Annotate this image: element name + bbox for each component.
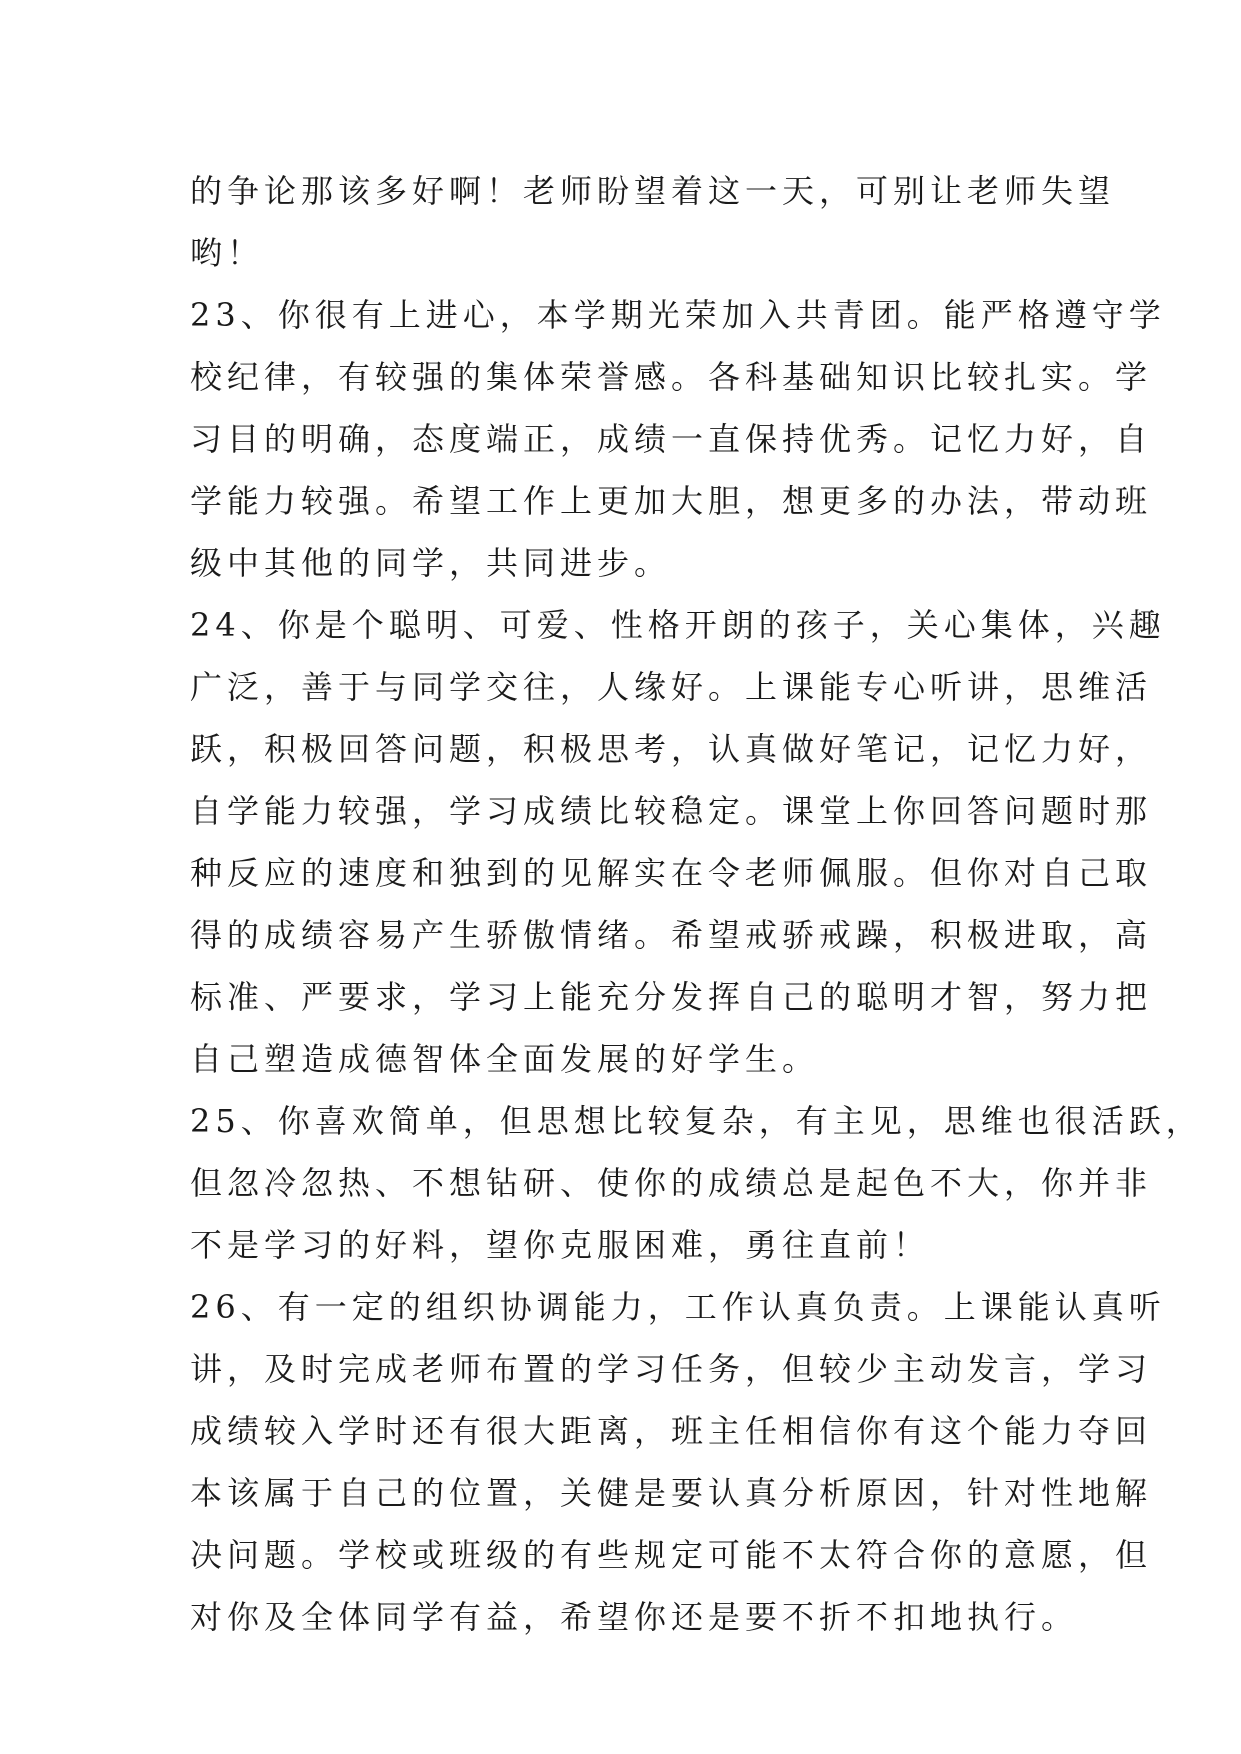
text-line: 自己塑造成德智体全面发展的好学生。 [190,1040,820,1078]
text-line: 得的成绩容易产生骄傲情绪。希望戒骄戒躁，积极进取，高 [190,916,1153,954]
text-line: 25、你喜欢简单，但思想比较复杂，有主见，思维也很活跃， [190,1102,1203,1140]
text-line: 标准、严要求，学习上能充分发挥自己的聪明才智，努力把 [190,978,1153,1016]
text-line: 的争论那该多好啊！老师盼望着这一天，可别让老师失望 [190,172,1116,210]
text-line: 24、你是个聪明、可爱、性格开朗的孩子，关心集体，兴趣 [190,606,1166,644]
text-line: 级中其他的同学，共同进步。 [190,544,672,582]
text-line: 对你及全体同学有益，希望你还是要不折不扣地执行。 [190,1598,1079,1636]
text-line: 成绩较入学时还有很大距离，班主任相信你有这个能力夺回 [190,1412,1153,1450]
text-line: 但忽冷忽热、不想钻研、使你的成绩总是起色不大，你并非 [190,1164,1153,1202]
text-line: 跃，积极回答问题，积极思考，认真做好笔记，记忆力好， [190,730,1153,768]
text-line: 哟！ [190,234,265,272]
text-line: 讲，及时完成老师布置的学习任务，但较少主动发言，学习 [190,1350,1153,1388]
text-line: 校纪律，有较强的集体荣誉感。各科基础知识比较扎实。学 [190,358,1153,396]
text-line: 学能力较强。希望工作上更加大胆，想更多的办法，带动班 [190,482,1153,520]
text-line: 广泛，善于与同学交往，人缘好。上课能专心听讲，思维活 [190,668,1153,706]
text-line: 决问题。学校或班级的有些规定可能不太符合你的意愿，但 [190,1536,1153,1574]
text-line: 自学能力较强，学习成绩比较稳定。课堂上你回答问题时那 [190,792,1153,830]
text-line: 本该属于自己的位置，关健是要认真分析原因，针对性地解 [190,1474,1153,1512]
text-line: 26、有一定的组织协调能力，工作认真负责。上课能认真听 [190,1288,1166,1326]
document-body [190,160,1203,1648]
text-line: 23、你很有上进心，本学期光荣加入共青团。能严格遵守学 [190,296,1166,334]
text-line: 种反应的速度和独到的见解实在令老师佩服。但你对自己取 [190,854,1153,892]
text-line: 习目的明确，态度端正，成绩一直保持优秀。记忆力好，自 [190,420,1153,458]
text-line: 不是学习的好料，望你克服困难，勇往直前！ [190,1226,931,1264]
